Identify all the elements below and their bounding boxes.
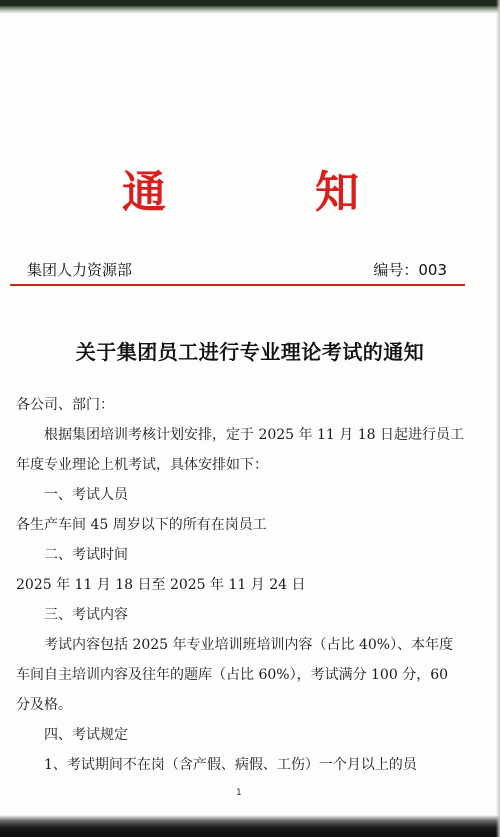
salutation: 各公司、部门：: [16, 397, 114, 413]
page-number: 1: [236, 788, 242, 798]
section-heading-1: 一、考试人员: [44, 487, 128, 503]
section-heading-3: 三、考试内容: [44, 607, 128, 623]
issuer-row: [27, 259, 447, 283]
notice-header-title: [0, 165, 500, 225]
section-content-3: 考试内容包括 2025 年专业培训班培训内容（占比 40%）、本年度车间自主培训内容及往年的题库（占比 60%），考试满分 100 分，60 分及格。: [16, 637, 454, 713]
document-number: 编号：003: [373, 261, 447, 279]
scan-edge-right: [496, 0, 500, 837]
scan-edge-top-strip: [0, 0, 500, 6]
document-body: [16, 390, 466, 780]
header-title-char-1: 通: [122, 167, 166, 218]
section-content-2: 2025 年 11 月 18 日至 2025 年 11 月 24 日: [16, 577, 306, 593]
scan-edge-bottom: [0, 815, 500, 837]
section-heading-2: 二、考试时间: [44, 547, 128, 563]
section-heading-4: 四、考试规定: [44, 727, 128, 743]
issuer-department: 集团人力资源部: [27, 261, 133, 279]
red-divider-line: [10, 284, 465, 286]
section-content-1: 各生产车间 45 周岁以下的所有在岗员工: [16, 517, 267, 533]
header-title-char-2: 知: [315, 167, 359, 218]
intro-paragraph: 根据集团培训考核计划安排，定于 2025 年 11 月 18 日起进行员工年度专业理论上机考试，具体安排如下：: [16, 427, 464, 473]
section-content-4: 1、考试期间不在岗（含产假、病假、工伤）一个月以上的员: [44, 757, 417, 773]
document-title: 关于集团员工进行专业理论考试的通知: [75, 340, 425, 364]
